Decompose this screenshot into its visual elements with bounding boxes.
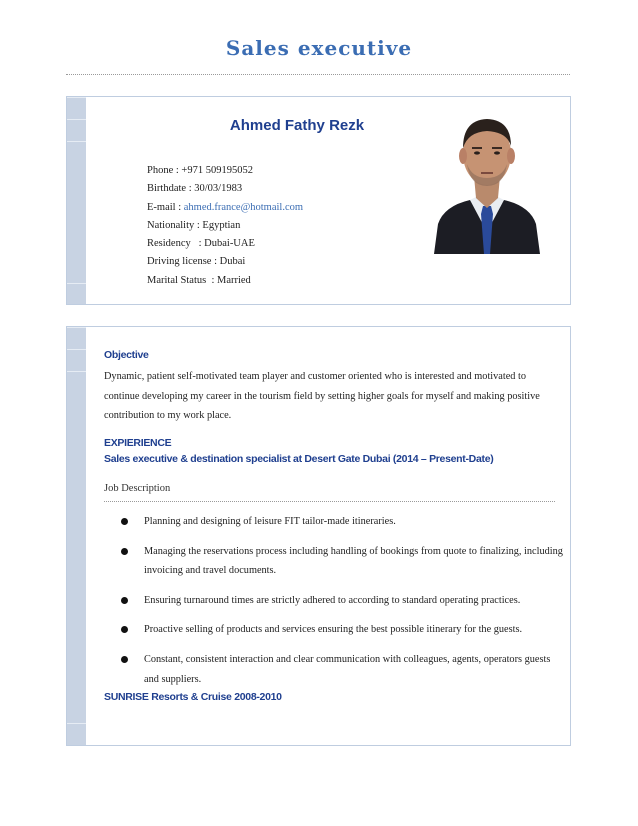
bullet-icon bbox=[121, 597, 128, 604]
phone-line: Phone : +971 509195052 bbox=[147, 165, 253, 176]
driving-license-line: Driving license : Dubai bbox=[147, 256, 246, 268]
list-item: Ensuring turnaround times are strictly adhered to according to standard operating practices. bbox=[104, 591, 564, 611]
list-item: Managing the reservations process including handling of bookings from quote to finalizing, including invoicing and travel documents. bbox=[104, 542, 564, 581]
bullet-icon bbox=[121, 518, 128, 525]
bullet-icon bbox=[121, 548, 128, 555]
objective-heading: Objective bbox=[104, 349, 149, 361]
list-item: Constant, consistent interaction and clear communication with colleagues, agents, operators guests and suppliers. bbox=[104, 650, 564, 689]
title-divider bbox=[66, 74, 570, 75]
profile-card bbox=[66, 96, 571, 305]
card-sidebar bbox=[67, 327, 86, 745]
job-title: Sales executive & destination specialist at Desert Gate Dubai (2014 – Present-Date) bbox=[104, 453, 494, 465]
email-link[interactable]: ahmed.france@hotmail.com bbox=[183, 201, 304, 213]
previous-job-title: SUNRISE Resorts & Cruise 2008-2010 bbox=[104, 691, 282, 703]
candidate-name: Ahmed Fathy Rezk bbox=[229, 117, 365, 134]
job-description-divider bbox=[104, 501, 555, 502]
card-sidebar bbox=[67, 97, 86, 304]
bullet-icon bbox=[121, 656, 128, 663]
birthdate-line: Birthdate : 30/03/1983 bbox=[147, 183, 243, 195]
email-label: E-mail : bbox=[147, 201, 184, 213]
objective-text: Dynamic, patient self-motivated team player and customer oriented who is interested and motivated to continue developing my career in the tourism field by setting higher goals for myself and making positive contribution to my work place. bbox=[104, 371, 540, 422]
nationality-line: Nationality : Egyptian bbox=[147, 219, 241, 231]
experience-heading: EXPIERIENCE bbox=[104, 437, 172, 449]
contact-details bbox=[147, 162, 303, 290]
email-line bbox=[147, 199, 303, 217]
profile-photo bbox=[430, 106, 544, 254]
marital-status-line: Marital Status : Married bbox=[147, 274, 251, 286]
bullet-icon bbox=[121, 626, 128, 633]
experience-card bbox=[66, 326, 571, 746]
document-title: Sales executive bbox=[225, 36, 413, 60]
job-duties-list bbox=[104, 512, 564, 689]
list-item: Proactive selling of products and services ensuring the best possible itinerary for the guests. bbox=[104, 620, 564, 640]
residency-line: Residency : Dubai-UAE bbox=[147, 238, 255, 250]
list-item: Planning and designing of leisure FIT tailor-made itineraries. bbox=[104, 512, 564, 532]
job-description-label: Job Description bbox=[104, 483, 171, 494]
